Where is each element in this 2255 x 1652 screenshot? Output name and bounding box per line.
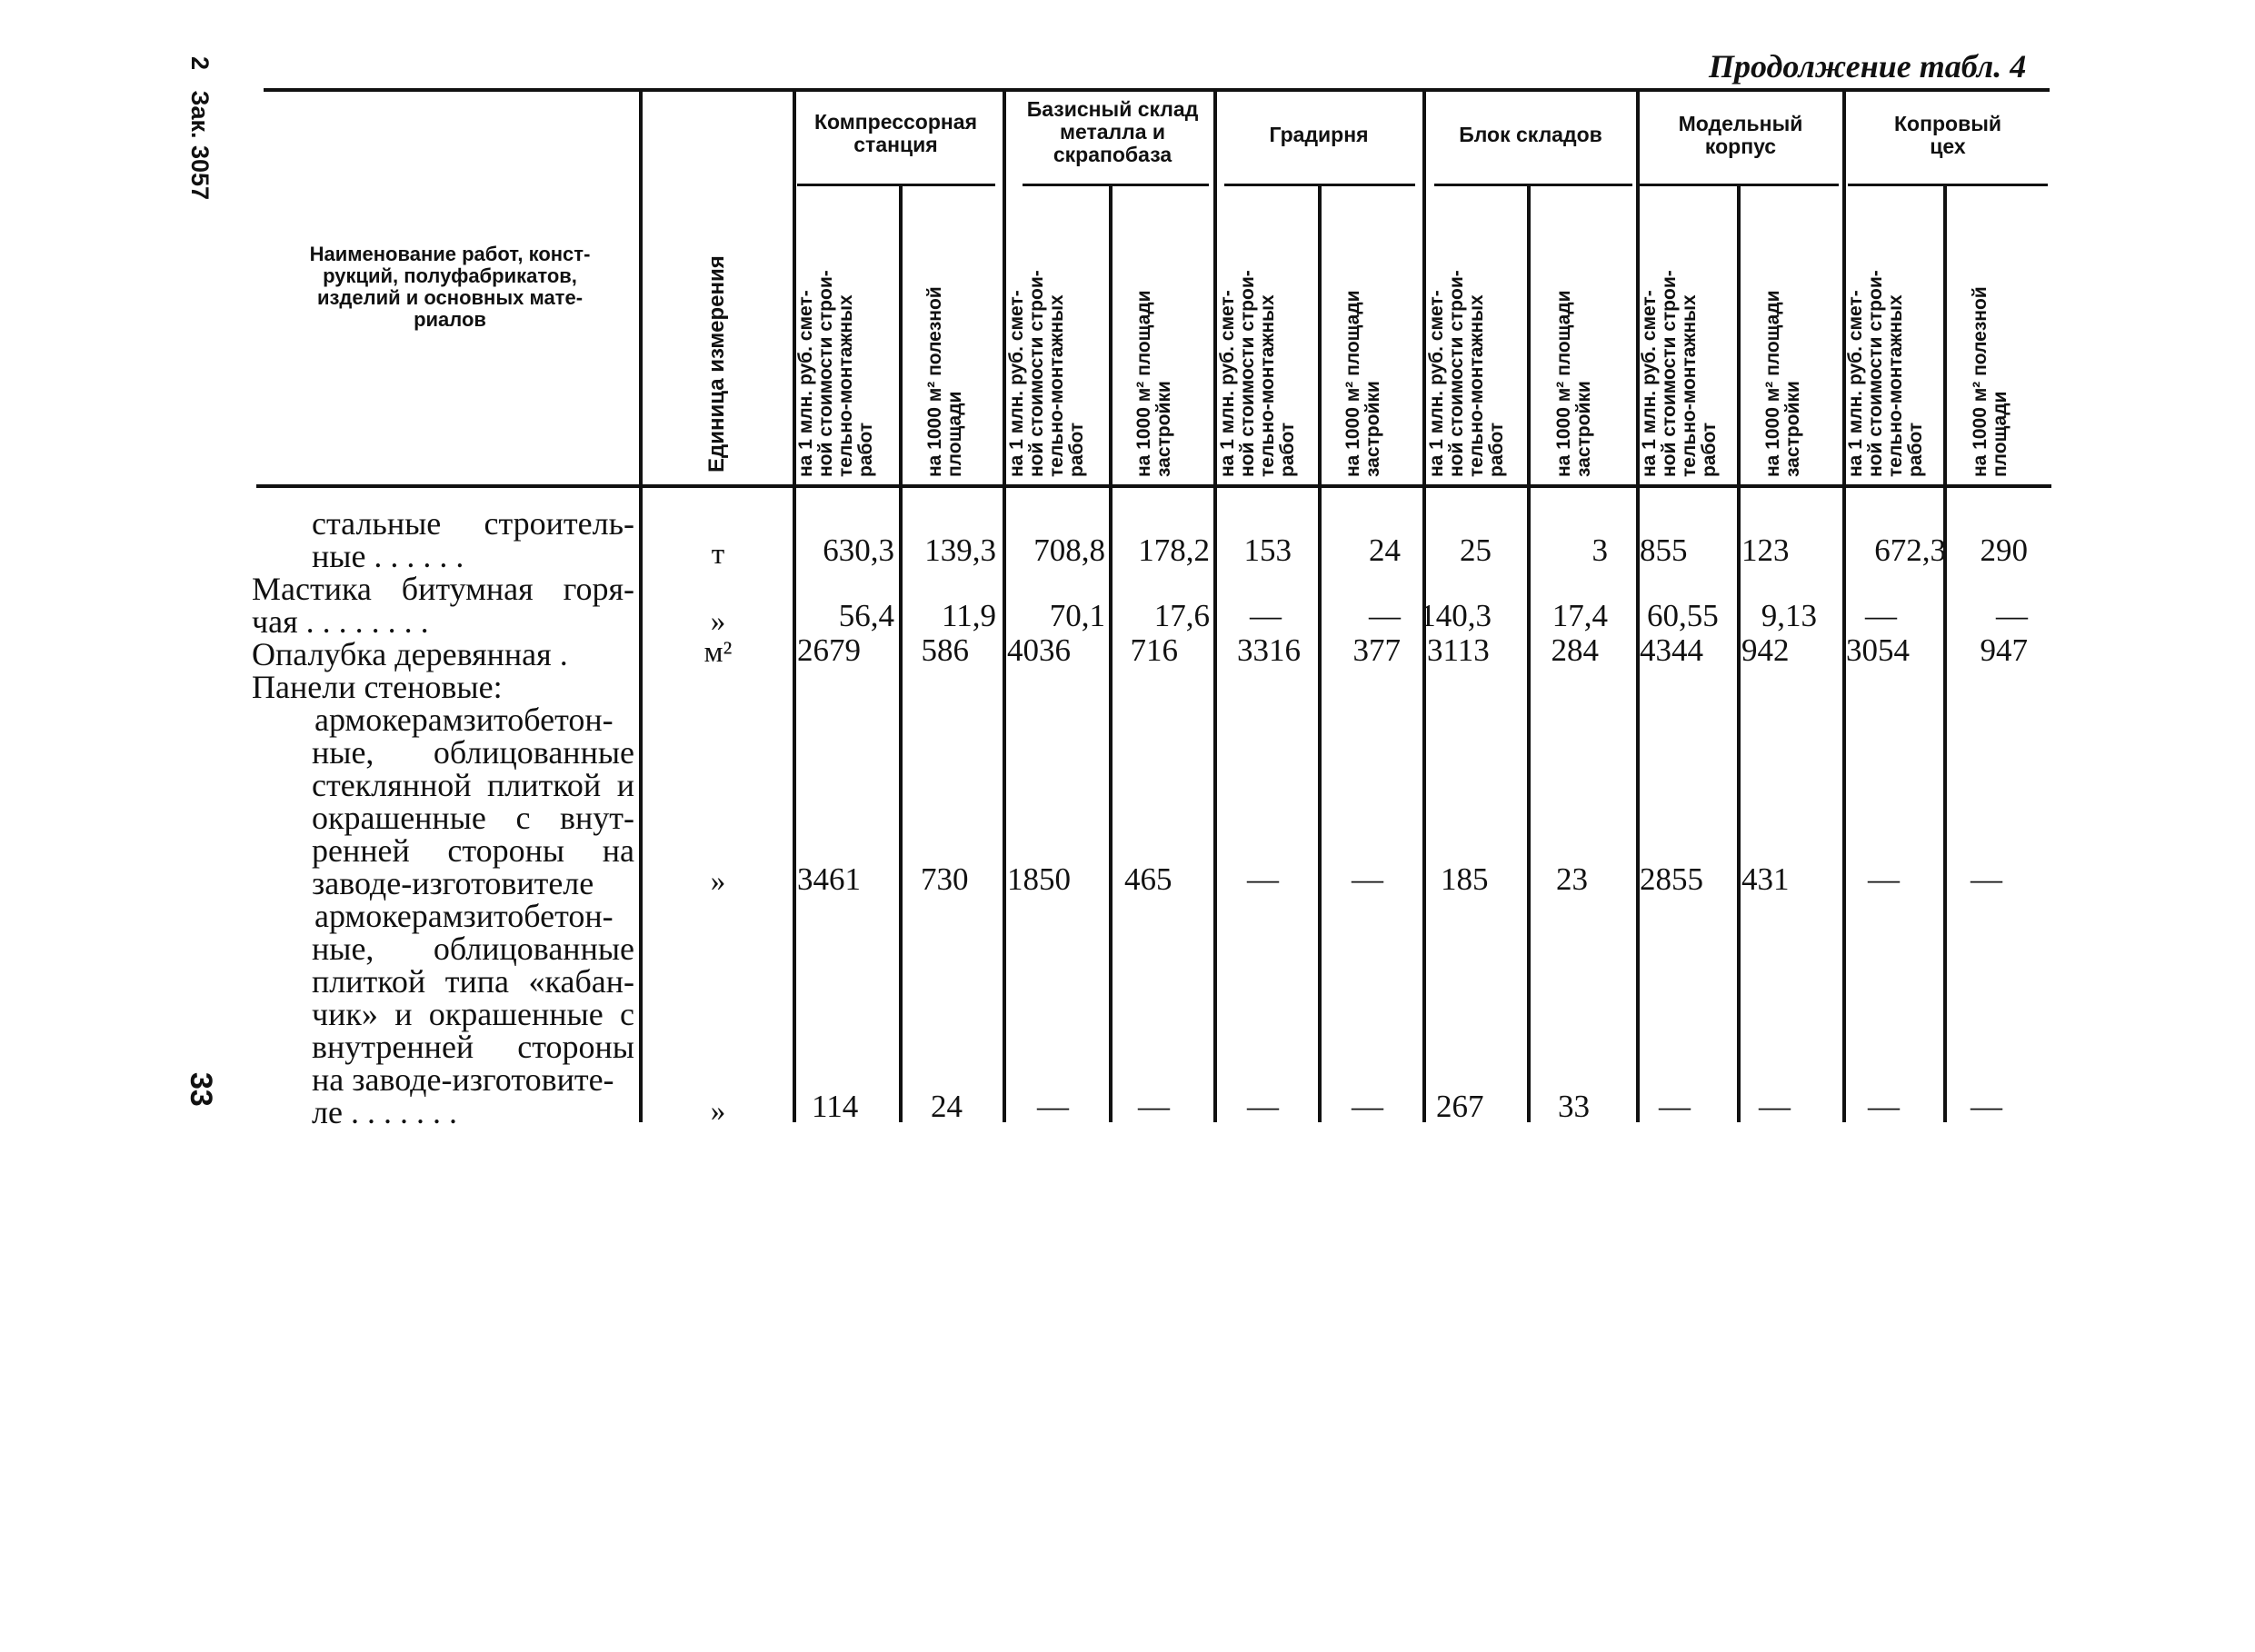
subheader-compressor-per-area: на 1000 м² полезной площади: [924, 286, 965, 477]
subheader-pile-per-area: на 1000 м² полезной площади: [1970, 286, 2011, 477]
subheader-model-per-million: на 1 млн. руб. смет- ной стоимости строи- тельно-монтажных работ: [1639, 270, 1720, 477]
cell: 114: [812, 1089, 859, 1124]
cell: 290: [1980, 532, 2028, 568]
cell: —: [1247, 861, 1279, 897]
cell: 23: [1556, 861, 1588, 897]
cell: 9,13: [1761, 598, 1817, 633]
cell: 947: [1980, 632, 2028, 668]
cell: —: [1868, 1089, 1900, 1124]
cell: 3054: [1846, 632, 1910, 668]
cell: —: [1971, 1089, 2002, 1124]
cell: 24: [1369, 532, 1401, 568]
subheader-compressor-per-million: на 1 млн. руб. смет- ной стоимости строи- тельно-монтажных работ: [795, 270, 876, 477]
group-header-cooling-tower: Градирня: [1269, 123, 1369, 146]
cell: 3: [1591, 532, 1608, 568]
row-unit-steel: т: [711, 538, 725, 571]
subheader-metal-per-area: на 1000 м² площади застройки: [1133, 290, 1174, 477]
cell: 2679: [797, 632, 861, 668]
cell: —: [1865, 598, 1897, 633]
cell: 17,4: [1552, 598, 1608, 633]
cell: —: [1352, 1089, 1383, 1124]
subheader-pile-per-million: на 1 млн. руб. смет- ной стоимости строи- тельно-монтажных работ: [1845, 270, 1926, 477]
cell: 2855: [1640, 861, 1703, 897]
cell: 139,3: [924, 532, 996, 568]
margin-page-number: 2: [186, 56, 214, 71]
cell: 730: [921, 861, 969, 897]
col-rule: [1213, 91, 1217, 1122]
col-rule: [639, 91, 643, 1122]
col-rule: [899, 185, 903, 1122]
cell: 377: [1352, 632, 1401, 668]
cell: 708,8: [1033, 532, 1105, 568]
subheader-model-per-area: на 1000 м² площади застройки: [1762, 290, 1803, 477]
cell: 942: [1741, 632, 1790, 668]
cell: 17,6: [1153, 598, 1210, 633]
cell: 33: [1558, 1089, 1590, 1124]
group-header-warehouse-block: Блок складов: [1459, 123, 1602, 146]
subheader-metal-per-million: на 1 млн. руб. смет- ной стоимости строи- тельно-монтажных работ: [1006, 270, 1087, 477]
cell: 140,3: [1420, 598, 1492, 633]
subheader-block-per-million: на 1 млн. руб. смет- ной стоимости строи- тельно-монтажных работ: [1426, 270, 1507, 477]
cell: —: [1037, 1089, 1069, 1124]
col-rule: [1943, 185, 1947, 1122]
subheader-tower-per-million: на 1 млн. руб. смет- ной стоимости строи- тельно-монтажных работ: [1217, 270, 1298, 477]
table-continuation-title: Продолжение табл. 4: [1709, 48, 2027, 85]
cell: —: [1369, 598, 1401, 633]
row-name-formwork: Опалубка деревянная .: [252, 636, 568, 672]
group-header-compressor: Компрессорная станция: [813, 110, 977, 156]
cell: 3113: [1427, 632, 1490, 668]
col-rule: [793, 91, 796, 1122]
margin-order-info: [185, 56, 214, 200]
subheader-tower-per-area: на 1000 м² площади застройки: [1342, 290, 1383, 477]
col-rule: [1842, 91, 1846, 1122]
cell: 855: [1640, 532, 1688, 568]
name-column-header: Наименование работ, конст- рукций, полуфабрикатов, изделий и основных мате- риалов: [309, 243, 591, 331]
cell: 153: [1243, 532, 1292, 568]
cell: 3461: [797, 861, 861, 897]
row-name-mastic-2: чая . . . . . . . .: [252, 603, 429, 640]
group-header-model-building: Модельный корпус: [1678, 112, 1803, 158]
cell: 24: [931, 1089, 963, 1124]
margin-order: Зак. 3057: [186, 90, 214, 201]
cell: 4036: [1007, 632, 1071, 668]
cell: —: [1247, 1089, 1279, 1124]
row-name-mastic-1: Мастика битумная горя-: [252, 571, 634, 607]
cell: 267: [1436, 1089, 1484, 1124]
col-rule: [1003, 91, 1006, 1122]
header-bottom-rule: [256, 484, 2051, 488]
group-header-pile-shop: Копровый цех: [1894, 112, 2001, 158]
cell: —: [1868, 861, 1900, 897]
cell: 716: [1130, 632, 1178, 668]
group-rule-6: [1848, 184, 2048, 186]
cell: 284: [1551, 632, 1599, 668]
col-rule: [1737, 185, 1741, 1122]
table-top-rule: [264, 88, 2050, 92]
cell: 586: [921, 632, 969, 668]
cell: 3316: [1237, 632, 1301, 668]
cell: 4344: [1640, 632, 1703, 668]
col-rule: [1109, 185, 1113, 1122]
group-rule-1: [797, 184, 995, 186]
cell: —: [1971, 861, 2002, 897]
cell: 431: [1741, 861, 1790, 897]
cell: 25: [1460, 532, 1492, 568]
row-name-steel-1: стальные строитель-: [312, 505, 634, 542]
cell: 60,55: [1647, 598, 1719, 633]
cell: 11,9: [942, 598, 996, 633]
cell: 1850: [1007, 861, 1071, 897]
cell: —: [1996, 598, 2028, 633]
cell: —: [1138, 1089, 1170, 1124]
col-rule: [1527, 185, 1531, 1122]
row-unit-panel-tile: »: [710, 1095, 726, 1128]
cell: 630,3: [823, 532, 894, 568]
cell: —: [1250, 598, 1282, 633]
subheader-block-per-area: на 1000 м² площади застройки: [1553, 290, 1594, 477]
row-unit-formwork: м²: [703, 636, 733, 669]
cell: 70,1: [1049, 598, 1105, 633]
cell: 56,4: [838, 598, 894, 633]
row-unit-mastic: »: [710, 605, 726, 638]
row-name-steel-2: ные . . . . . .: [312, 538, 464, 574]
cell: 178,2: [1138, 532, 1210, 568]
group-header-metal-warehouse: Базисный склад металла и скрапобаза: [1026, 97, 1199, 166]
cell: —: [1659, 1089, 1691, 1124]
col-rule: [1318, 185, 1322, 1122]
cell: 672,3: [1874, 532, 1946, 568]
cell: 185: [1441, 861, 1489, 897]
cell: —: [1352, 861, 1383, 897]
unit-column-header: Единица измерения: [704, 255, 729, 473]
row-name-panels: Панели стеновые:: [252, 669, 503, 705]
row-unit-panel-glass: »: [710, 865, 726, 898]
group-rule-2: [1023, 184, 1209, 186]
cell: 465: [1124, 861, 1172, 897]
cell: —: [1759, 1089, 1791, 1124]
group-rule-4: [1434, 184, 1632, 186]
margin-page-bottom: 33: [184, 1072, 218, 1107]
col-rule: [1636, 91, 1640, 1122]
cell: 123: [1741, 532, 1790, 568]
